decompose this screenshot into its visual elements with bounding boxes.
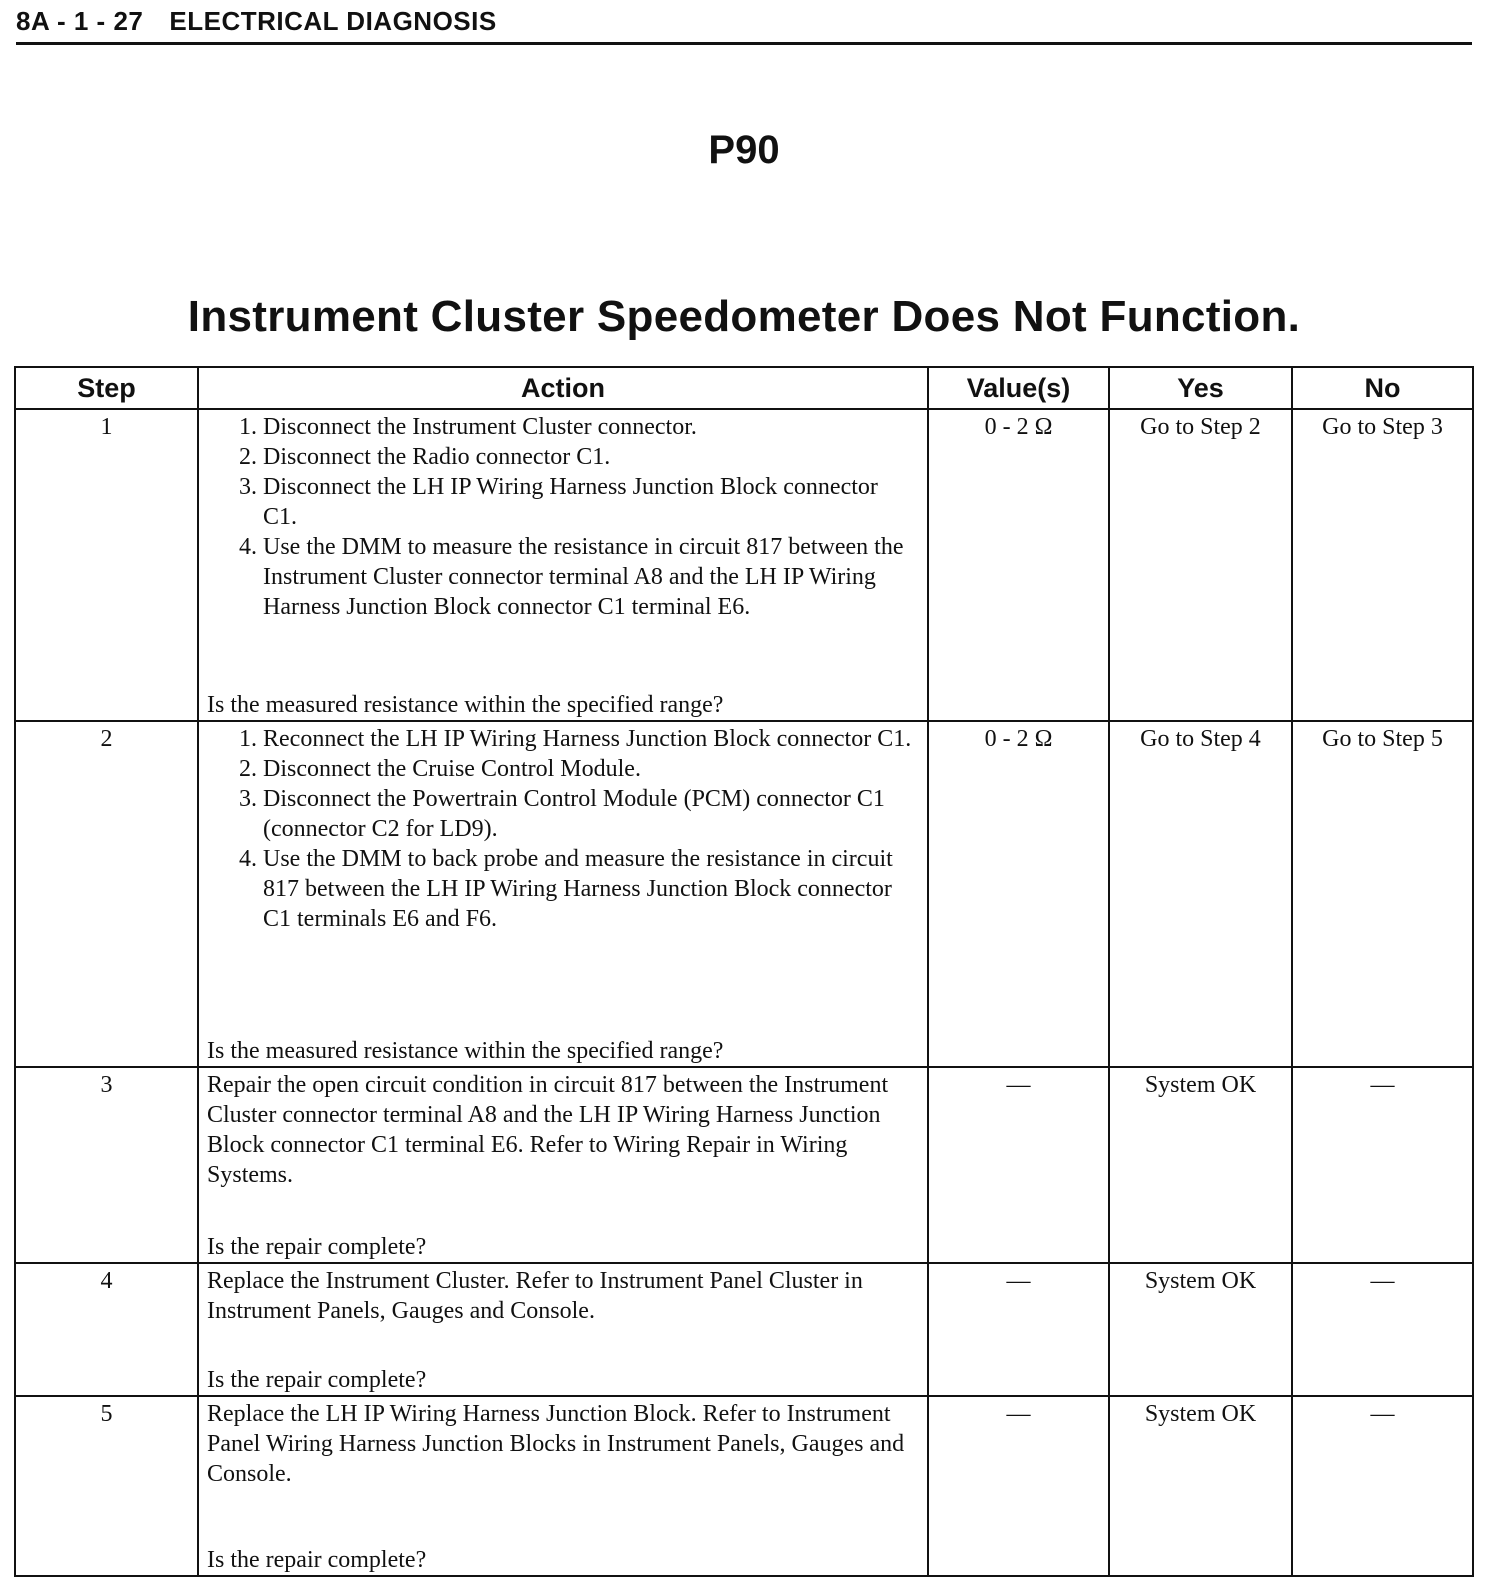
- step-number: 2: [15, 721, 198, 1067]
- action-item: 1. Reconnect the LH IP Wiring Harness Junction Block connector C1.: [263, 724, 917, 754]
- action-item: 3. Disconnect the Powertrain Control Module (PCM) connector C1 (connector C2 for LD9).: [263, 784, 917, 844]
- value-cell: 0 - 2 Ω: [928, 721, 1109, 1067]
- value-cell: 0 - 2 Ω: [928, 409, 1109, 721]
- page-header: [16, 4, 1472, 45]
- diagnostic-code: P90: [708, 128, 780, 172]
- yes-cell: System OK: [1109, 1263, 1292, 1396]
- action-question: Is the repair complete?: [207, 1367, 427, 1393]
- value-cell: —: [928, 1396, 1109, 1576]
- no-cell: —: [1292, 1067, 1473, 1263]
- step-number: 1: [15, 409, 198, 721]
- table-row: [15, 721, 1473, 1067]
- column-header-step: Step: [15, 367, 198, 409]
- value-cell: —: [928, 1067, 1109, 1263]
- column-header-no: No: [1292, 367, 1473, 409]
- action-list: [207, 412, 917, 622]
- action-cell: [198, 721, 928, 1067]
- action-item: 2. Disconnect the Radio connector C1.: [263, 442, 917, 472]
- step-number: 5: [15, 1396, 198, 1576]
- section-number: 8A - 1 - 27: [16, 6, 144, 36]
- no-cell: Go to Step 3: [1292, 409, 1473, 721]
- action-cell: [198, 1396, 928, 1576]
- section-title: ELECTRICAL DIAGNOSIS: [169, 6, 497, 36]
- action-item: 4. Use the DMM to measure the resistance in circuit 817 between the Instrument Cluster connector terminal A8 and the LH IP Wiring Harness Junction Block connector C1 terminal E6.: [263, 532, 917, 622]
- procedure-title: Instrument Cluster Speedometer Does Not Function.: [187, 292, 1301, 341]
- action-item: 4. Use the DMM to back probe and measure the resistance in circuit 817 between the LH IP Wiring Harness Junction Block connector C1 terminals E6 and F6.: [263, 844, 917, 934]
- table-row: [15, 1263, 1473, 1396]
- action-text: Replace the Instrument Cluster. Refer to Instrument Panel Cluster in Instrument Panels, Gauges and Console.: [207, 1268, 863, 1324]
- action-item: 1. Disconnect the Instrument Cluster connector.: [263, 412, 917, 442]
- yes-cell: System OK: [1109, 1067, 1292, 1263]
- no-cell: —: [1292, 1263, 1473, 1396]
- action-question: Is the repair complete?: [207, 1547, 427, 1573]
- action-cell: [198, 1067, 928, 1263]
- action-question: Is the repair complete?: [207, 1234, 427, 1260]
- column-header-yes: Yes: [1109, 367, 1292, 409]
- table-row: [15, 409, 1473, 721]
- action-item: 2. Disconnect the Cruise Control Module.: [263, 754, 917, 784]
- yes-cell: System OK: [1109, 1396, 1292, 1576]
- step-number: 3: [15, 1067, 198, 1263]
- action-question: Is the measured resistance within the specified range?: [207, 692, 724, 718]
- column-header-values: Value(s): [928, 367, 1109, 409]
- action-text: Replace the LH IP Wiring Harness Junction Block. Refer to Instrument Panel Wiring Harness Junction Blocks in Instrument Panels, Gauges and Console.: [207, 1401, 905, 1487]
- action-question: Is the measured resistance within the specified range?: [207, 1038, 724, 1064]
- table-row: [15, 1067, 1473, 1263]
- value-cell: —: [928, 1263, 1109, 1396]
- action-cell: [198, 409, 928, 721]
- table-header-row: [15, 367, 1473, 409]
- action-list: [207, 724, 917, 934]
- yes-cell: Go to Step 2: [1109, 409, 1292, 721]
- action-text: Repair the open circuit condition in circuit 817 between the Instrument Cluster connector terminal A8 and the LH IP Wiring Harness Junction Block connector C1 terminal E6. Refer to Wiring Repair in Wiring Systems.: [207, 1072, 889, 1188]
- no-cell: Go to Step 5: [1292, 721, 1473, 1067]
- no-cell: —: [1292, 1396, 1473, 1576]
- step-number: 4: [15, 1263, 198, 1396]
- action-cell: [198, 1263, 928, 1396]
- yes-cell: Go to Step 4: [1109, 721, 1292, 1067]
- diagnostic-table: [14, 366, 1474, 1577]
- column-header-action: Action: [198, 367, 928, 409]
- action-item: 3. Disconnect the LH IP Wiring Harness Junction Block connector C1.: [263, 472, 917, 532]
- table-row: [15, 1396, 1473, 1576]
